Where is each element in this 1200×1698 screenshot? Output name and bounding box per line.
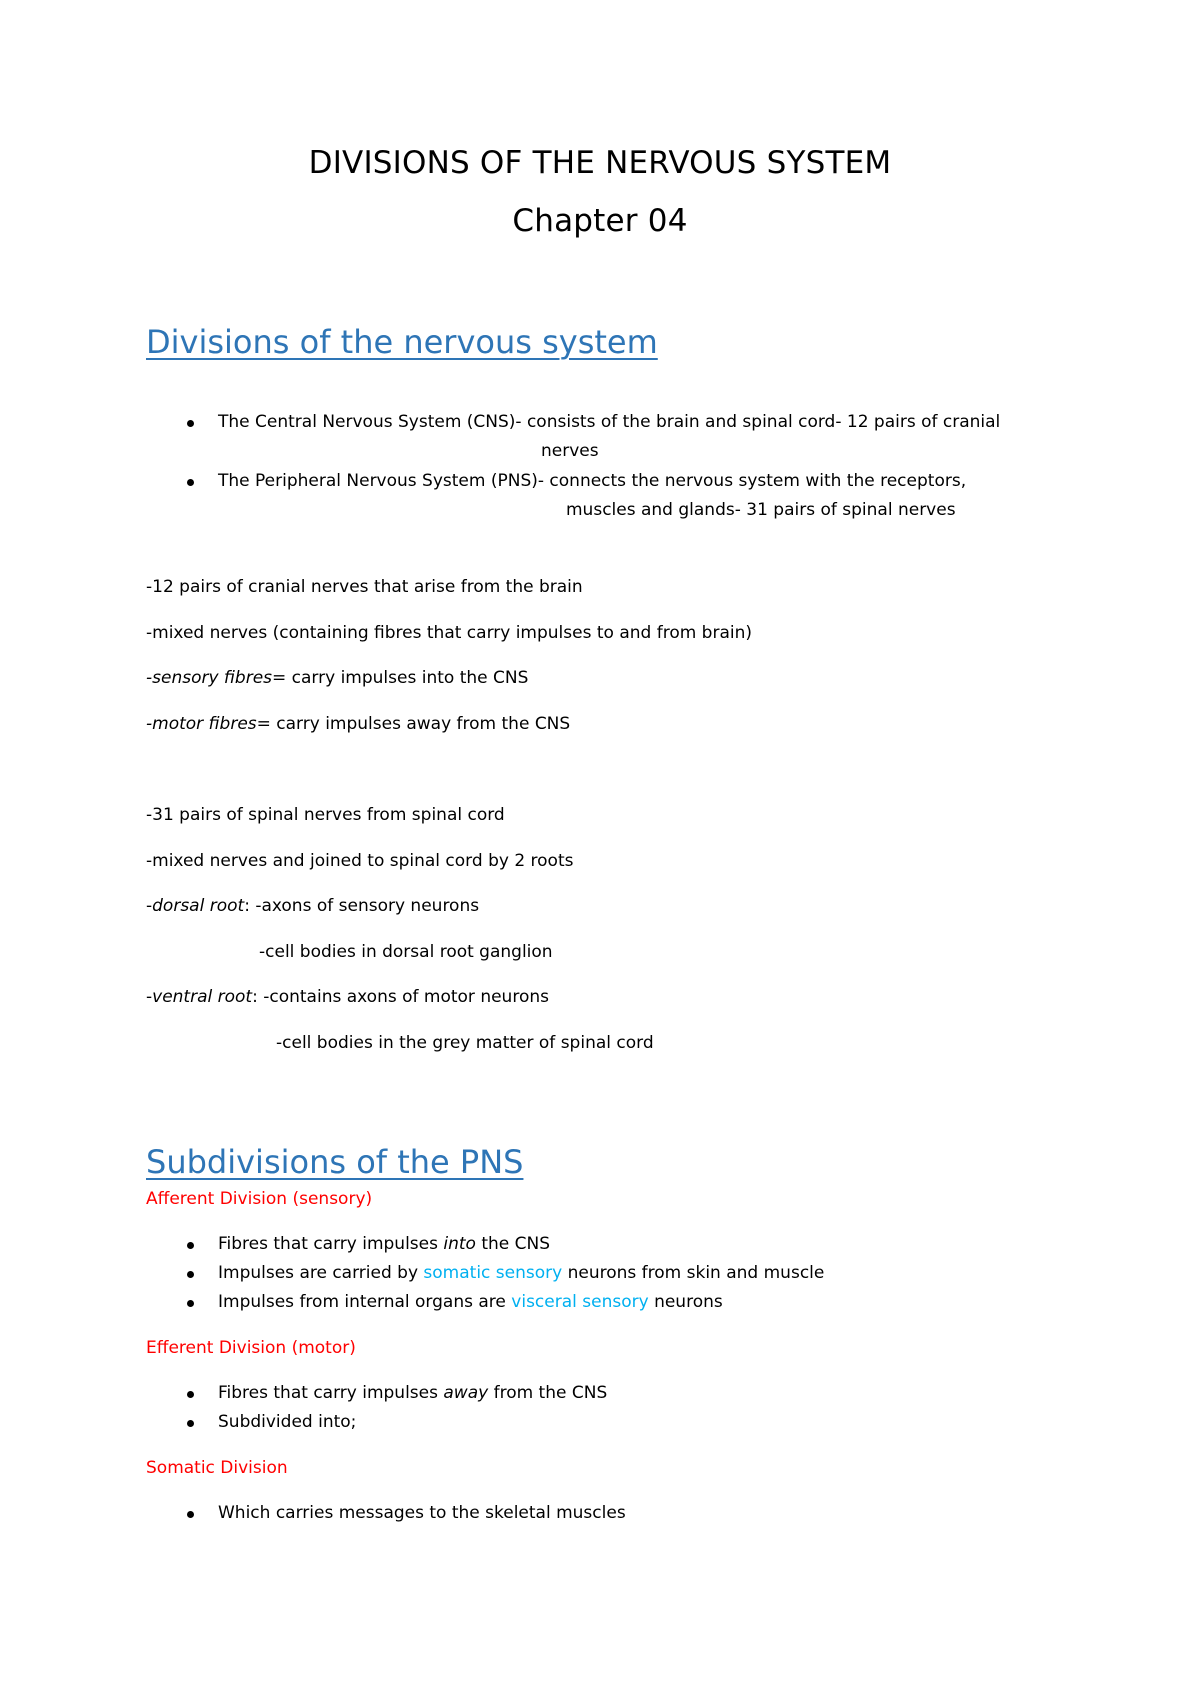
dorsal-root-term: dorsal root <box>152 896 245 916</box>
bullet-cns: The Central Nervous System (CNS)- consists of the brain and spinal cord- 12 pairs of cranial <box>218 412 1001 432</box>
motor-fibres-def: = carry impulses away from the CNS <box>256 714 571 734</box>
ventral-root-def: : -contains axons of motor neurons <box>252 987 549 1007</box>
ventral-root-line <box>146 987 549 1007</box>
text: Impulses from internal organs are <box>218 1292 512 1312</box>
ventral-root-term: ventral root <box>152 987 253 1007</box>
dorsal-root-def-2: -cell bodies in dorsal root ganglion <box>259 942 553 962</box>
text: Fibres that carry impulses <box>218 1234 444 1254</box>
efferent-bullet-1 <box>218 1383 607 1403</box>
spinal-line-1: -31 pairs of spinal nerves from spinal cord <box>146 805 505 825</box>
dorsal-prefix: - <box>146 896 153 916</box>
chapter-label: Chapter 04 <box>512 203 688 239</box>
text: neurons <box>648 1292 723 1312</box>
bullet-dot <box>187 1271 194 1278</box>
bullet-dot <box>187 1391 194 1398</box>
document-title: DIVISIONS OF THE NERVOUS SYSTEM <box>308 145 892 181</box>
text: from the CNS <box>488 1383 608 1403</box>
afferent-bullet-3 <box>218 1292 723 1312</box>
section-heading-divisions: Divisions of the nervous system <box>146 323 658 361</box>
motor-fibres-line <box>146 714 570 734</box>
afferent-heading: Afferent Division (sensory) <box>146 1189 373 1209</box>
efferent-heading: Efferent Division (motor) <box>146 1338 356 1358</box>
bullet-dot <box>187 479 194 486</box>
sensory-fibres-def: = carry impulses into the CNS <box>272 668 529 688</box>
motor-fibres-term: -motor fibres <box>146 714 257 734</box>
somatic-bullet-1: Which carries messages to the skeletal muscles <box>218 1503 626 1523</box>
text: neurons from skin and muscle <box>562 1263 825 1283</box>
cranial-line-2: -mixed nerves (containing fibres that carry impulses to and from brain) <box>146 623 753 643</box>
text: Fibres that carry impulses <box>218 1383 444 1403</box>
emphasis: away <box>443 1383 489 1403</box>
section-heading-subdivisions: Subdivisions of the PNS <box>146 1143 524 1181</box>
bullet-pns-cont: muscles and glands- 31 pairs of spinal nerves <box>566 500 956 520</box>
dorsal-root-def: : -axons of sensory neurons <box>244 896 480 916</box>
ventral-prefix: - <box>146 987 153 1007</box>
text: Impulses are carried by <box>218 1263 424 1283</box>
afferent-bullet-1 <box>218 1234 550 1254</box>
sensory-fibres-term: -sensory fibres <box>146 668 273 688</box>
bullet-dot <box>187 1511 194 1518</box>
ventral-root-def-2: -cell bodies in the grey matter of spinal cord <box>276 1033 654 1053</box>
dorsal-root-line <box>146 896 479 916</box>
somatic-heading: Somatic Division <box>146 1458 288 1478</box>
afferent-bullet-2 <box>218 1263 824 1283</box>
bullet-dot <box>187 1420 194 1427</box>
text: the CNS <box>475 1234 551 1254</box>
efferent-bullet-2: Subdivided into; <box>218 1412 357 1432</box>
emphasis: into <box>443 1234 476 1254</box>
bullet-dot <box>187 1300 194 1307</box>
highlight-term: visceral sensory <box>511 1292 649 1312</box>
spinal-line-2: -mixed nerves and joined to spinal cord by 2 roots <box>146 851 574 871</box>
bullet-dot <box>187 1242 194 1249</box>
bullet-dot <box>187 420 194 427</box>
cranial-line-1: -12 pairs of cranial nerves that arise from the brain <box>146 577 583 597</box>
sensory-fibres-line <box>146 668 528 688</box>
bullet-pns: The Peripheral Nervous System (PNS)- connects the nervous system with the receptors, <box>218 471 967 491</box>
highlight-term: somatic sensory <box>423 1263 563 1283</box>
bullet-cns-cont: nerves <box>541 441 599 461</box>
